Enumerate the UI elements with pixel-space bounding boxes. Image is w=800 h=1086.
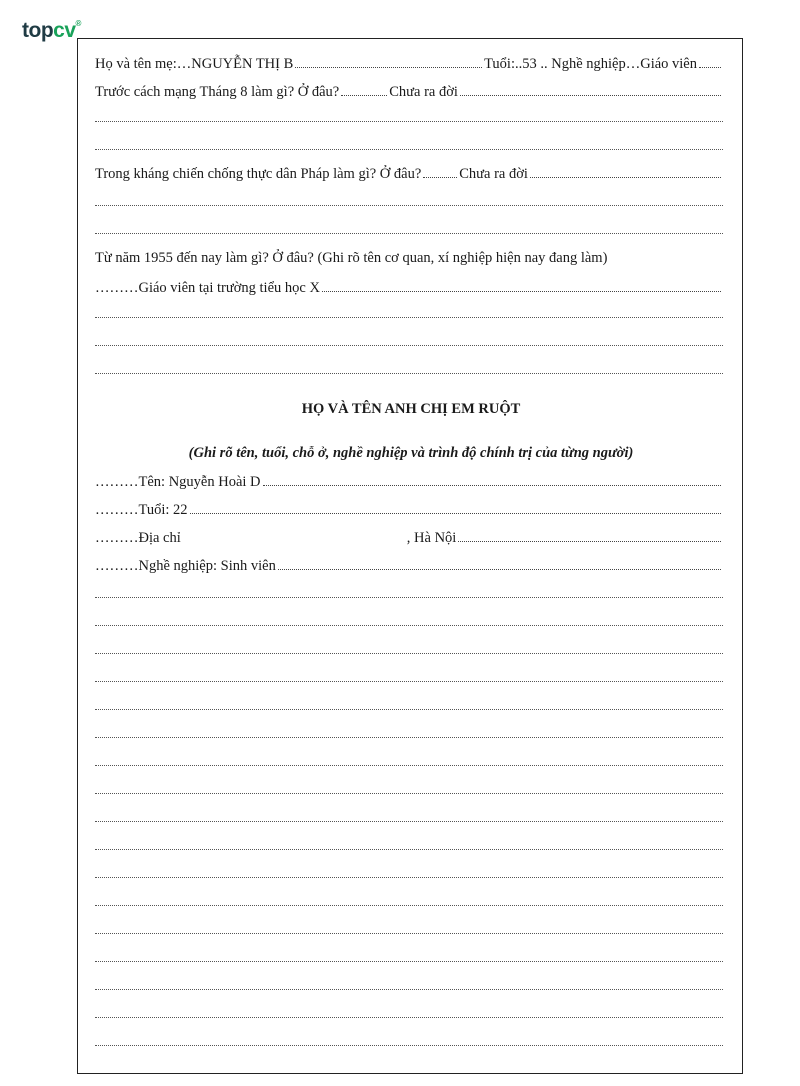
blank-line [95, 317, 723, 318]
before-revolution-question: Trước cách mạng Tháng 8 làm gì? Ở đâu? [95, 84, 340, 100]
sibling-address-line [95, 527, 723, 547]
blank-line [95, 905, 723, 906]
mother-age-label: Tuổi:.. [484, 56, 523, 72]
document-page [77, 38, 743, 1074]
dotted-fill [699, 53, 721, 68]
blank-line [95, 877, 723, 878]
logo-text-top: top [22, 19, 54, 42]
sibling-address-city: , Hà Nội [406, 530, 457, 546]
blank-line [95, 765, 723, 766]
mother-age-separator: .. [536, 56, 552, 72]
blank-line [95, 653, 723, 654]
mother-age-value: 53 [522, 56, 537, 72]
mother-job-value: Giáo viên [640, 56, 697, 72]
dotted-fill [190, 499, 721, 514]
since-1955-question: Từ năm 1955 đến nay làm gì? Ở đâu? (Ghi rõ tên cơ quan, xí nghiệp hiện nay đang làm) [95, 250, 608, 266]
dotted-fill [460, 81, 721, 96]
dotted-fill [263, 471, 721, 486]
blank-line [95, 233, 723, 234]
dotted-fill [341, 81, 387, 96]
blank-line [95, 1045, 723, 1046]
blank-line [95, 205, 723, 206]
blank-line [95, 793, 723, 794]
blank-line [95, 345, 723, 346]
blank-line [95, 933, 723, 934]
dotted-fill [295, 53, 482, 68]
blank-line [95, 821, 723, 822]
blank-line [95, 709, 723, 710]
answer-lead-dots: ……… [95, 558, 139, 574]
answer-lead-dots: ……… [95, 530, 139, 546]
answer-lead-dots: ……… [95, 474, 139, 490]
dotted-fill [423, 163, 457, 178]
resistance-answer: Chưa ra đời [459, 166, 528, 182]
mother-info-line [95, 53, 723, 73]
blank-line [95, 681, 723, 682]
blank-line [95, 625, 723, 626]
answer-lead-dots: ……… [95, 280, 139, 296]
dotted-fill [458, 527, 721, 542]
mother-name-value: NGUYỄN THỊ B [191, 56, 294, 72]
sibling-job-line [95, 555, 723, 575]
siblings-heading: HỌ VÀ TÊN ANH CHỊ EM RUỘT [301, 401, 521, 417]
sibling-name-line [95, 471, 723, 491]
sibling-job-value: Nghề nghiệp: Sinh viên [138, 558, 276, 574]
topcv-logo [22, 20, 81, 41]
dotted-fill [278, 555, 721, 570]
sibling-age-line [95, 499, 723, 519]
mother-job-label: Nghề nghiệp… [551, 56, 641, 72]
blank-line [95, 1017, 723, 1018]
since-1955-answer-line [95, 277, 723, 297]
before-revolution-line [95, 81, 723, 101]
dotted-fill [530, 163, 721, 178]
blank-line [95, 737, 723, 738]
blank-line [95, 989, 723, 990]
sibling-address-label: Địa chỉ [138, 530, 181, 546]
blank-line [95, 597, 723, 598]
before-revolution-answer: Chưa ra đời [389, 84, 458, 100]
resistance-line [95, 163, 723, 183]
blank-line [95, 373, 723, 374]
answer-lead-dots: ……… [95, 502, 139, 518]
logo-registered-mark: ® [75, 19, 81, 28]
sibling-name-value: Tên: Nguyễn Hoài D [138, 474, 261, 490]
mother-name-label: Họ và tên mẹ:… [95, 56, 192, 72]
blank-line [95, 961, 723, 962]
resistance-question: Trong kháng chiến chống thực dân Pháp làm gì? Ở đâu? [95, 166, 422, 182]
blank-line [95, 849, 723, 850]
since-1955-answer: Giáo viên tại trường tiểu học X [138, 280, 320, 296]
sibling-age-value: Tuổi: 22 [138, 502, 188, 518]
siblings-instructions: (Ghi rõ tên, tuổi, chỗ ở, nghề nghiệp và trình độ chính trị của từng người) [188, 445, 634, 461]
logo-text-cv: cv [53, 19, 76, 42]
blank-line [95, 149, 723, 150]
blank-line [95, 121, 723, 122]
dotted-fill [322, 277, 721, 292]
